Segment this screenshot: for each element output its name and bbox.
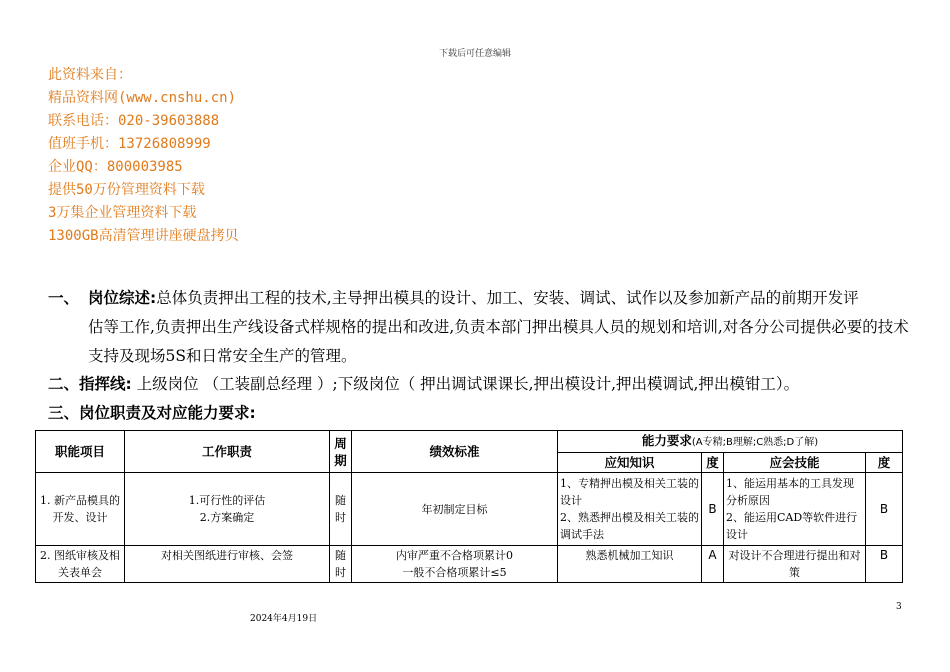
- table-row: [36, 473, 903, 546]
- cell-standard: 内审严重不合格项累计0 一般不合格项累计≤5: [352, 546, 558, 583]
- ability-note: (A专精;B理解;C熟悉;D了解): [691, 437, 819, 448]
- cell-period: 随时: [330, 473, 352, 546]
- header-skill: 应会技能: [724, 453, 866, 473]
- cell-duty: 1.可行性的评估 2.方案确定: [125, 473, 330, 546]
- header-ability: [558, 431, 903, 453]
- footer-date: 2024年4月19日: [250, 614, 318, 624]
- section-text: 总体负责押出工程的技术,主导押出模具的设计、加工、安装、调试、试作以及参加新产品的前期开发评: [156, 289, 859, 307]
- header-standard: 绩效标准: [352, 431, 558, 473]
- section-duties: [48, 399, 918, 428]
- table-row: [36, 546, 903, 583]
- table-header-row: [36, 431, 903, 453]
- section-continuation: 估等工作,负责押出生产线设备式样规格的提出和改进,负责本部门押出模具人员的规划和培训,对各分公司提供必要的技术支持及现场5S和日常安全生产的管理。: [88, 318, 909, 365]
- section-job-overview: [48, 284, 918, 371]
- ability-title: 能力要求: [641, 433, 692, 448]
- header-degree: 度: [866, 453, 903, 473]
- cell-degree: B: [866, 546, 903, 583]
- section-number: 三、: [48, 404, 80, 422]
- cell-standard: 年初制定目标: [352, 473, 558, 546]
- promo-line: 企业QQ：800003985: [48, 159, 183, 175]
- page-number: 3: [896, 602, 902, 612]
- header-degree: 度: [702, 453, 724, 473]
- section-first-line: [48, 284, 918, 313]
- section-number: 一、: [48, 289, 80, 307]
- promo-line: 1300GB高清管理讲座硬盘拷贝: [48, 228, 239, 244]
- cell-degree: A: [702, 546, 724, 583]
- promo-line: 3万集企业管理资料下载: [48, 205, 197, 221]
- promo-line: 精品资料网(www.cnshu.cn): [48, 90, 237, 106]
- promo-line: 此资料来自：: [48, 67, 132, 83]
- header-duty: 工作职责: [125, 431, 330, 473]
- duties-table: [35, 430, 903, 583]
- header-period: 周期: [330, 431, 352, 473]
- cell-skill: 对设计不合理进行提出和对策: [724, 546, 866, 583]
- cell-degree: B: [866, 473, 903, 546]
- cell-item: 2. 图纸审核及相关表单会: [36, 546, 125, 583]
- header-knowledge: 应知知识: [558, 453, 702, 473]
- promo-line: 联系电话：020-39603888: [48, 113, 220, 129]
- cell-duty: 对相关图纸进行审核、会签: [125, 546, 330, 583]
- cell-item: 1. 新产品模具的开发、设计: [36, 473, 125, 546]
- section-title: 岗位职责及对应能力要求:: [79, 404, 256, 422]
- section-title: 指挥线:: [79, 375, 132, 393]
- section-text: 上级岗位 （工装副总经理 ）;下级岗位（ 押出调试课课长,押出模设计,押出模调试,押出模钳工）。: [131, 375, 800, 393]
- header-item: 职能项目: [36, 431, 125, 473]
- page-header: 下载后可任意编辑: [438, 49, 511, 59]
- promo-line: 值班手机：13726808999: [48, 136, 211, 152]
- section-title: 岗位综述:: [88, 289, 157, 307]
- cell-knowledge: 1、专精押出模及相关工装的设计 2、熟悉押出模及相关工装的调试手法: [558, 473, 702, 546]
- cell-skill: 1、能运用基本的工具发现分析原因 2、能运用CAD等软件进行设计: [724, 473, 866, 546]
- cell-period: 随时: [330, 546, 352, 583]
- promo-line: 提供50万份管理资料下载: [48, 182, 205, 198]
- section-command-line: [48, 370, 918, 399]
- promo-block: [48, 64, 239, 248]
- section-number: 二、: [48, 375, 80, 393]
- cell-knowledge: 熟悉机械加工知识: [558, 546, 702, 583]
- cell-degree: B: [702, 473, 724, 546]
